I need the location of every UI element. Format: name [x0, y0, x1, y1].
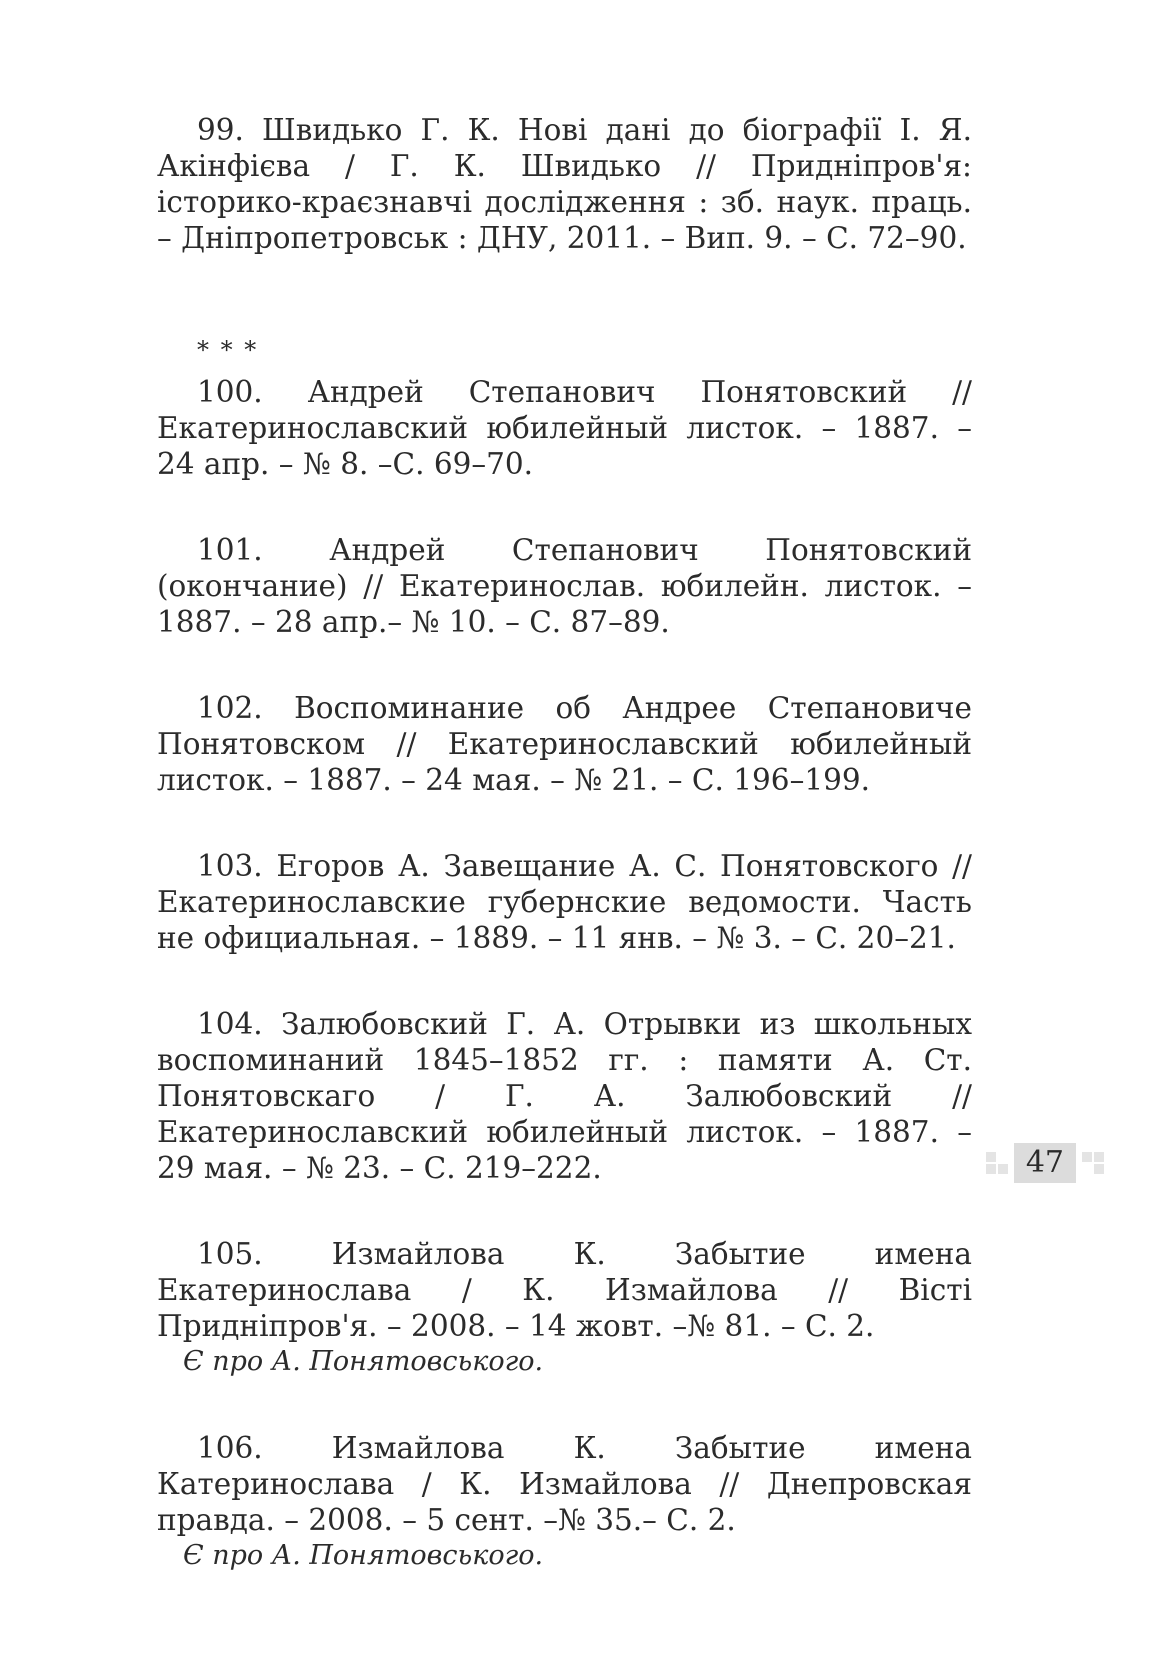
left-ornament: [986, 1152, 1008, 1174]
page-number: 47: [1014, 1143, 1076, 1183]
bibliography-entry-101: 101. Андрей Степанович Понятовский (окончание) // Екатеринослав. юбилейн. листок. – 1887. – 28 апр.– № 10. – С. 87–89.: [157, 533, 972, 639]
bibliography-entry-99: 99. Швидько Г. К. Нові дані до біографії І. Я. Акінфієва / Г. К. Швидько // Придніпров'я: історико-краєзнавчі дослідження : зб. наук. праць. – Дніпропетровськ : ДНУ, 2011. – Вип. 9. – С. 72–90.: [157, 113, 972, 255]
right-ornament: [1082, 1152, 1104, 1174]
bibliography-entry-104: 104. Залюбовский Г. А. Отрывки из школьных воспоминаний 1845–1852 гг. : памяти А. Ст. Понятовскаго / Г. А. Залюбовский // Екатеринославский юбилейный листок. – 1887. – 29 мая. – № 23. – С. 219–222.: [157, 1007, 972, 1185]
section-separator: * * *: [197, 336, 259, 364]
page-number-block: [986, 1143, 1104, 1183]
bibliography-entry-106: 106. Измайлова К. Забытие имена Катеринослава / К. Измайлова // Днепровская правда. – 2008. – 5 сент. –№ 35.– С. 2.: [157, 1431, 972, 1537]
bibliography-entry-105: 105. Измайлова К. Забытие имена Екатеринослава / К. Измайлова // Вісті Придніпров'я. – 2008. – 14 жовт. –№ 81. – С. 2.: [157, 1237, 972, 1343]
page-body: [157, 112, 972, 1574]
bibliography-entry-100: 100. Андрей Степанович Понятовский // Екатеринославский юбилейный листок. – 1887. – 24 апр. – № 8. –С. 69–70.: [157, 375, 972, 481]
bibliography-entry-103: 103. Егоров А. Завещание А. С. Понятовского // Екатеринославские губернские ведомости. Часть не официальная. – 1889. – 11 янв. – № 3. – С. 20–21.: [157, 849, 972, 955]
bibliography-entry-102: 102. Воспоминание об Андрее Степановиче Понятовском // Екатеринославский юбилейный листок. – 1887. – 24 мая. – № 21. – С. 196–199.: [157, 691, 972, 797]
entry-note-106: Є про А. Понятовського.: [183, 1540, 544, 1571]
entry-note-105: Є про А. Понятовського.: [183, 1346, 544, 1377]
